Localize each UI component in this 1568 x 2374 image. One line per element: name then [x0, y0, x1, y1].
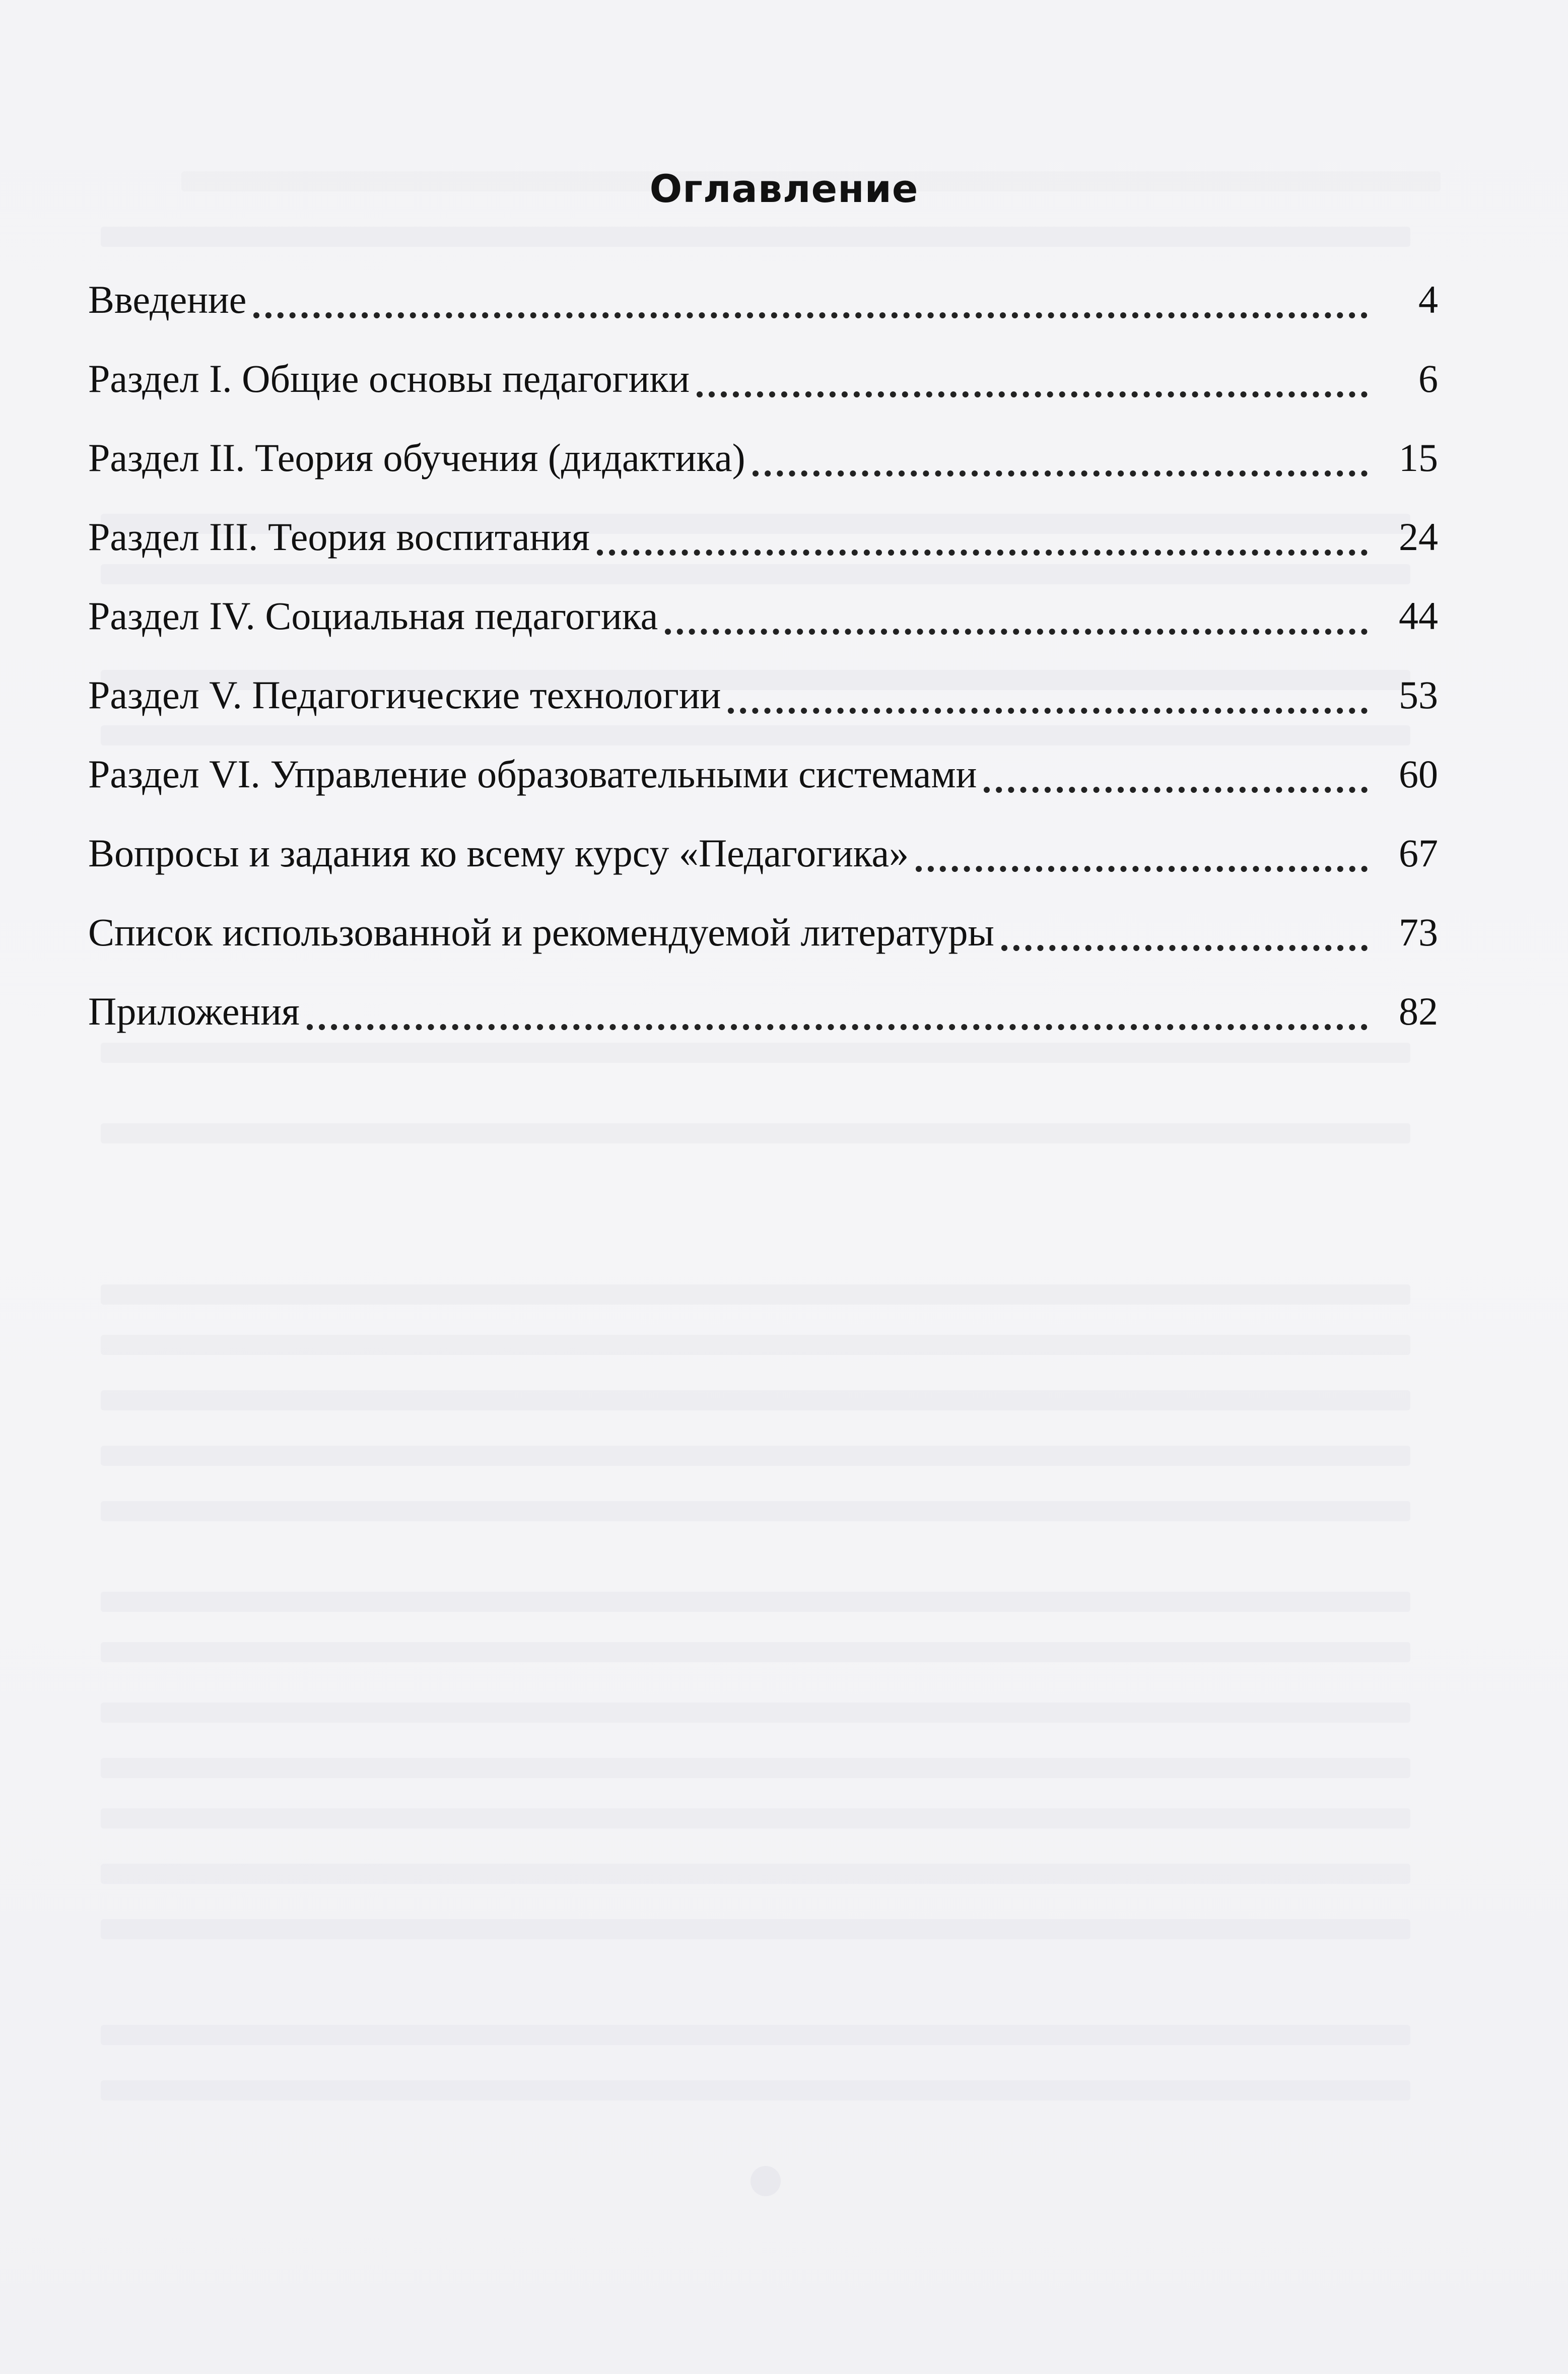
toc-entry-page: 73	[1399, 910, 1438, 954]
bleed-through-line	[101, 227, 1410, 247]
toc-entry-label: Раздел V. Педагогические технологии	[88, 673, 721, 717]
bleed-through-line	[101, 1703, 1410, 1723]
toc-entry-page: 53	[1399, 673, 1438, 717]
toc-entry-page: 15	[1399, 436, 1438, 480]
toc-leader-dots	[597, 546, 1368, 556]
toc-entry	[88, 984, 1438, 1039]
toc-entry-label: Раздел III. Теория воспитания	[88, 515, 590, 559]
toc-entry-page: 82	[1399, 989, 1438, 1033]
toc-entry-page: 44	[1399, 594, 1438, 638]
toc-entry-page: 60	[1399, 752, 1438, 796]
toc-entry	[88, 905, 1438, 960]
bleed-through-line	[101, 1501, 1410, 1521]
bleed-through-line	[101, 1864, 1410, 1884]
bleed-through-line	[101, 1123, 1410, 1143]
toc-entry	[88, 667, 1438, 723]
toc-leader-dots	[916, 862, 1368, 872]
toc-entry	[88, 272, 1438, 327]
toc-entry-label: Приложения	[88, 989, 300, 1033]
toc-leader-dots	[307, 1020, 1368, 1030]
toc-entry-page: 6	[1418, 357, 1438, 400]
bleed-through-line	[101, 1642, 1410, 1662]
toc-entry	[88, 747, 1438, 802]
toc-entry-page: 67	[1399, 831, 1438, 875]
toc-leader-dots	[665, 625, 1368, 635]
toc-entry	[88, 351, 1438, 406]
toc-leader-dots	[728, 704, 1368, 714]
toc-leader-dots	[753, 466, 1368, 477]
page-title: Оглавление	[649, 166, 919, 211]
toc-entry-label: Раздел II. Теория обучения (дидактика)	[88, 436, 745, 480]
bleed-through-line	[101, 1335, 1410, 1355]
bleed-through-line	[101, 1919, 1410, 1939]
bleed-through-line	[101, 1808, 1410, 1828]
toc-entry	[88, 588, 1438, 644]
toc-entry-page: 24	[1399, 515, 1438, 559]
toc-entry-label: Раздел I. Общие основы педагогики	[88, 357, 690, 400]
toc-entry-label: Раздел IV. Социальная педагогика	[88, 594, 658, 638]
toc-leader-dots	[1001, 941, 1368, 951]
toc-entry	[88, 826, 1438, 881]
toc-entry-label: Список использованной и рекомендуемой литературы	[88, 910, 994, 954]
bleed-through-line	[101, 2025, 1410, 2045]
toc-entry	[88, 430, 1438, 486]
toc-entry-label: Вопросы и задания ко всему курсу «Педагогика»	[88, 831, 909, 875]
toc-entry	[88, 509, 1438, 565]
bleed-through-page-number	[751, 2166, 781, 2196]
table-of-contents	[88, 272, 1438, 1063]
toc-leader-dots	[253, 308, 1368, 318]
toc-entry-page: 4	[1418, 278, 1438, 321]
bleed-through-line	[101, 1592, 1410, 1612]
bleed-through-line	[101, 1390, 1410, 1410]
toc-entry-label: Раздел VI. Управление образовательными системами	[88, 752, 977, 796]
toc-leader-dots	[984, 783, 1368, 793]
toc-entry-label: Введение	[88, 278, 247, 321]
bleed-through-line	[101, 2080, 1410, 2100]
bleed-through-line	[101, 1284, 1410, 1305]
toc-leader-dots	[697, 387, 1368, 397]
bleed-through-line	[101, 1758, 1410, 1778]
bleed-through-line	[101, 1446, 1410, 1466]
